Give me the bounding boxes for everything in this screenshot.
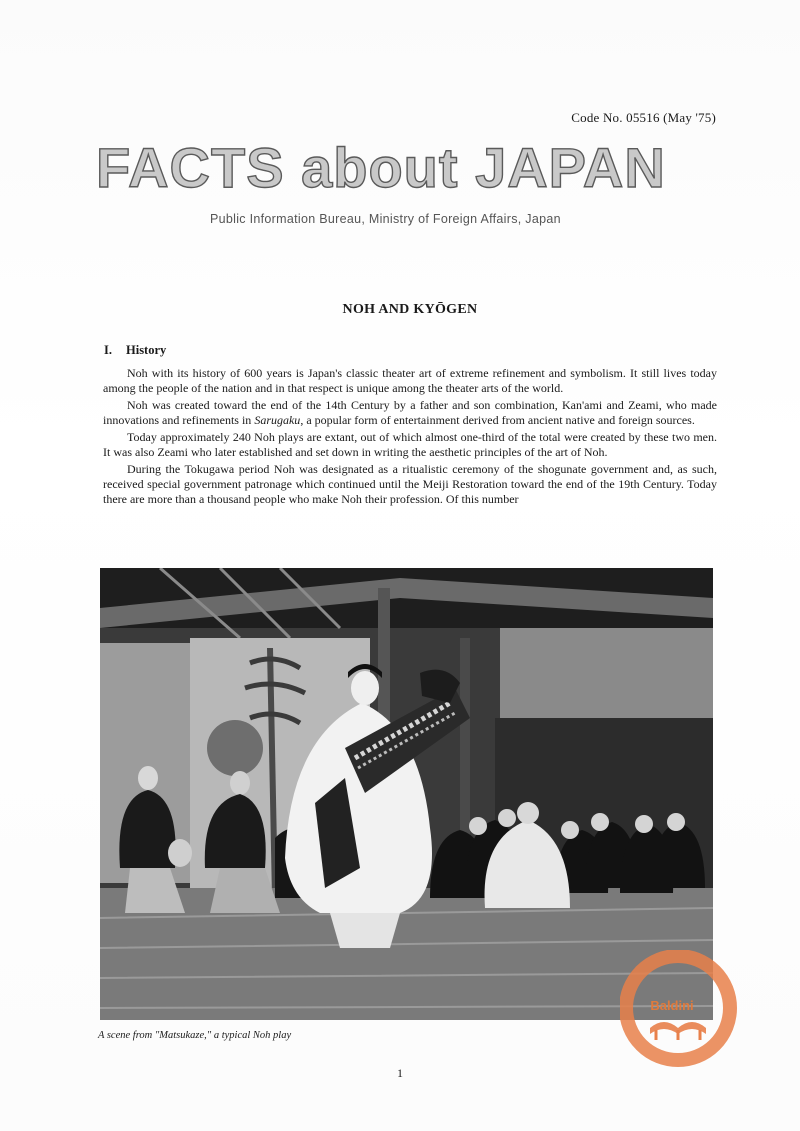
paragraph: During the Tokugawa period Noh was designated as a ritualistic ceremony of the shogunate government and, as such, received special government patronage which continued until the Meiji Restoration toward the end of the 19th Century. Today there are more than a thousand people who make Noh their profession. Of this number (103, 462, 717, 506)
photo-caption: A scene from "Matsukaze," a typical Noh play (98, 1030, 292, 1041)
document-title: NOH AND KYŌGEN (342, 302, 478, 317)
stamp-label: Baldini (650, 998, 694, 1013)
body-text (103, 366, 717, 509)
section-title: History (126, 343, 167, 357)
masthead-title: FACTS about JAPAN (96, 136, 666, 199)
paragraph: Noh with its history of 600 years is Japan's classic theater art of extreme refinement and symbolism. It still lives today among the people of the nation and in that respect is unique among the theater arts of the world. (103, 366, 717, 395)
italic-term: Sarugaku (254, 413, 301, 427)
page-number: 1 (397, 1066, 403, 1080)
publisher-line: Public Information Bureau, Ministry of Foreign Affairs, Japan (210, 212, 561, 226)
code-number: Code No. 05516 (May '75) (571, 110, 716, 125)
paragraph: Noh was created toward the end of the 14th Century by a father and son combination, Kan'ami and Zeami, who made innovations and refinements in Sarugaku, a popular form of entertainment derived from ancient native and foreign sources. (103, 398, 717, 427)
paragraph: Today approximately 240 Noh plays are extant, out of which almost one-third of the total were created by these two men. It was also Zeami who later established and set down in writing the aesthetic principles of the art of Noh. (103, 430, 717, 459)
library-stamp (620, 950, 744, 1074)
section-number: I. (104, 343, 112, 357)
section-heading (104, 343, 166, 358)
